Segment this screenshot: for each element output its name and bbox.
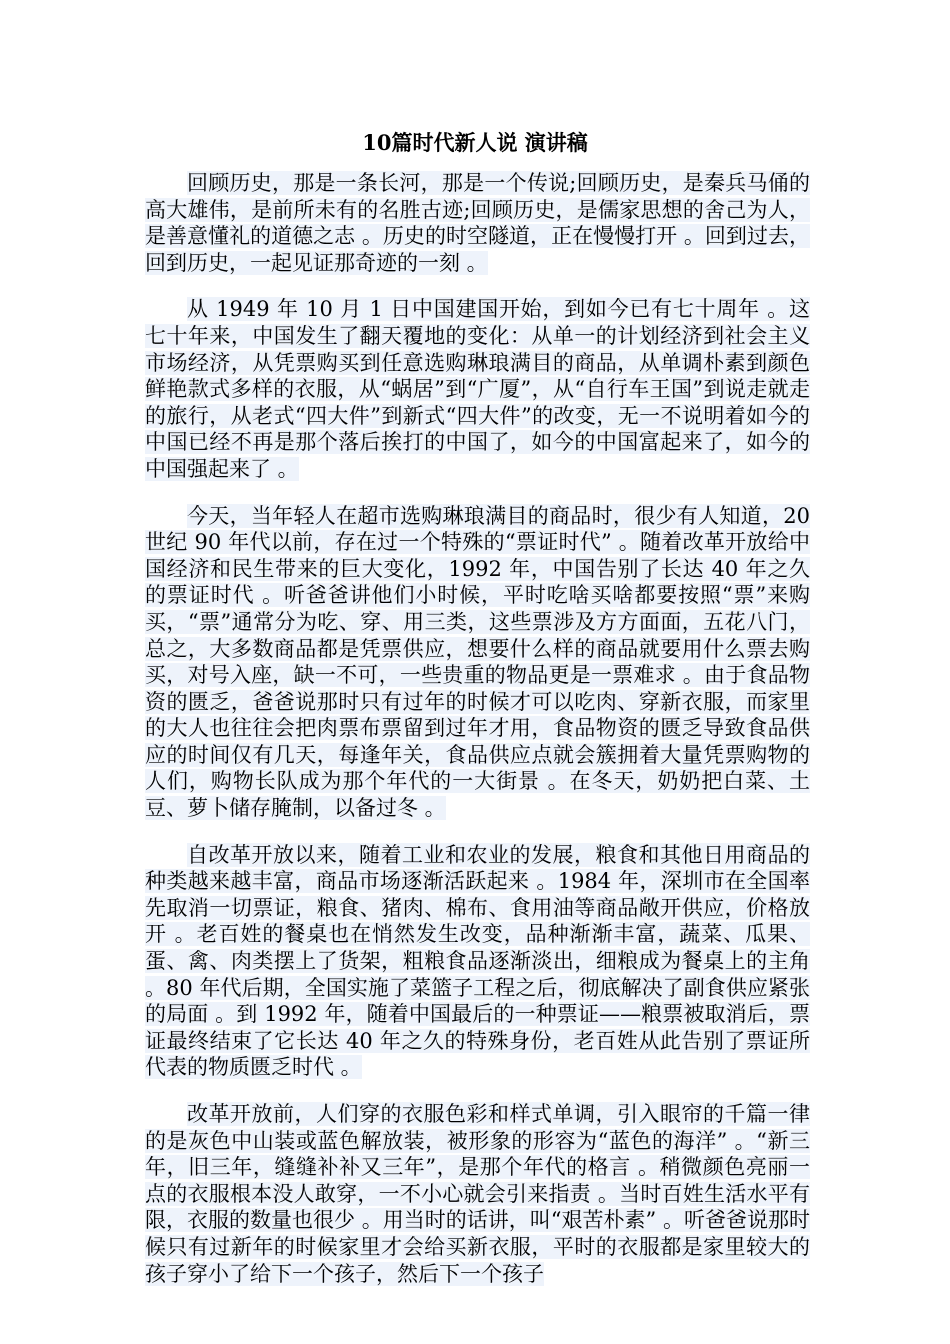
paragraph-text: 自改革开放以来，随着工业和农业的发展，粮食和其他日用商品的种类越来越丰富，商品市场逐渐活跃起来 。1984 年，深圳市在全国率先取消一切票证，粮食、猪肉、棉布、食用油等商品敞开供应，价格放开 。老百姓的餐桌也在悄然发生改变，品种渐渐丰富，蔬菜、瓜果、蛋、禽、肉类摆上了货架，粗粮食品逐渐淡出，细粮成为餐桌上的主角 。80 年代后期，全国实施了菜篮子工程之后，彻底解决了副食供应紧张的局面 。到 1992 年，随着中国最后的一种票证——粮票被取消后，票证最终结束了它长达 40 年之久的特殊身份，老百姓从此告别了票证所代表的物质匮乏时代 。	[145, 842, 810, 1080]
document-body	[145, 170, 810, 1307]
paragraph-text: 回顾历史，那是一条长河，那是一个传说;回顾历史，是秦兵马俑的高大雄伟，是前所未有的名胜古迹;回顾历史，是儒家思想的舍己为人，是善意懂礼的道德之志 。历史的时空隧道，正在慢慢打开 。回到过去，回到历史，一起见证那奇迹的一刻 。	[145, 171, 810, 275]
paragraph-2	[145, 296, 810, 482]
document-title: 10篇时代新人说 演讲稿	[362, 130, 588, 155]
paragraph-3	[145, 503, 810, 822]
paragraph-text: 今天，当年轻人在超市选购琳琅满目的商品时，很少有人知道，20 世纪 90 年代以前，存在过一个特殊的“票证时代” 。随着改革开放给中国经济和民生带来的巨大变化，1992 年，中国告别了长达 40 年之久的票证时代 。听爸爸讲他们小时候，平时吃啥买啥都要按照“票”来购买，“票”通常分为吃、穿、用三类，这些票涉及方方面面，五花八门，总之，大多数商品都是凭票供应，想要什么样的商品就要用什么票去购买，对号入座，缺一不可，一些贵重的物品更是一票难求 。由于食品物资的匮乏，爸爸说那时只有过年的时候才可以吃肉、穿新衣服，而家里的大人也往往会把肉票布票留到过年才用，食品物资的匮乏导致食品供应的时间仅有几天，每逢年关，食品供应点就会簇拥着大量凭票购物的人们，购物长队成为那个年代的一大街景 。在冬天，奶奶把白菜、土豆、萝卜储存腌制，以备过冬 。	[145, 503, 810, 821]
paragraph-5	[145, 1101, 810, 1287]
paragraph-1	[145, 170, 810, 276]
paragraph-text: 从 1949 年 10 月 1 日中国建国开始，到如今已有七十周年 。这七十年来，中国发生了翻天覆地的变化：从单一的计划经济到社会主义市场经济，从凭票购买到任意选购琳琅满目的商品，从单调朴素到颜色鲜艳款式多样的衣服，从“蜗居”到“广厦”，从“自行车王国”到说走就走的旅行，从老式“四大件”到新式“四大件”的改变，无一不说明着如今的中国已经不再是那个落后挨打的中国了，如今的中国富起来了，如今的中国强起来了 。	[145, 297, 810, 481]
paragraph-4	[145, 842, 810, 1081]
paragraph-text: 改革开放前，人们穿的衣服色彩和样式单调，引入眼帘的千篇一律的是灰色中山装或蓝色解放装，被形象的形容为“蓝色的海洋” 。“新三年，旧三年，缝缝补补又三年”，是那个年代的格言 。稍微颜色亮丽一点的衣服根本没人敢穿，一不小心就会引来指责 。当时百姓生活水平有限，衣服的数量也很少 。用当时的话讲，叫“艰苦朴素” 。听爸爸说那时候只有过新年的时候家里才会给买新衣服，平时的衣服都是家里较大的孩子穿小了给下一个孩子，然后下一个孩子	[145, 1102, 810, 1286]
